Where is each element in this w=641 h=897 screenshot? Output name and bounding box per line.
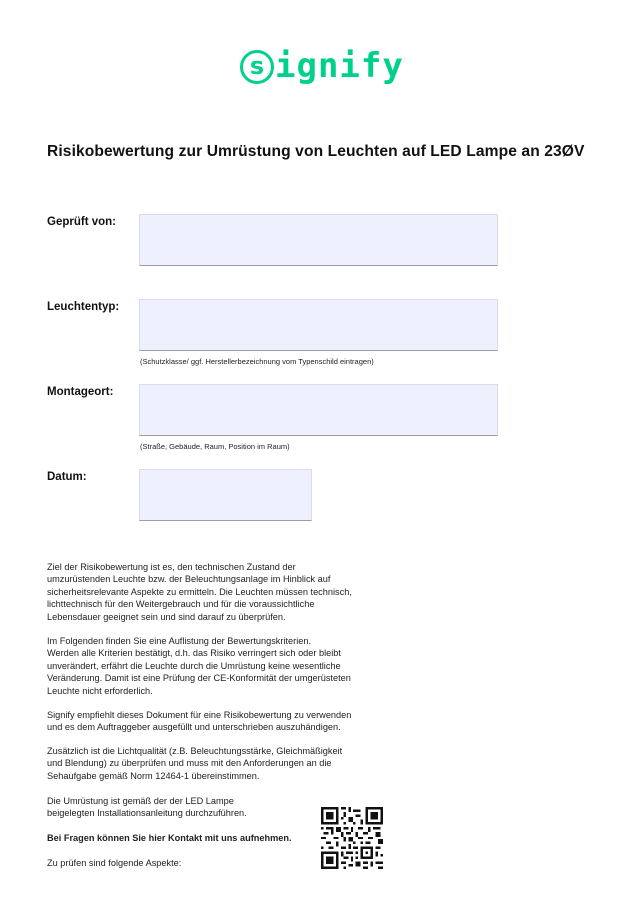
signify-logo	[240, 44, 404, 90]
criteria-paragraph: Im Folgenden finden Sie eine Auflistung der Bewertungskriterien. Werden alle Kriterien bestätigt, d.h. das Risiko verringert sich oder bleibt unverändert, erfährt die Leuchte durch die Umrüstung keine wesentliche Veränderung. Damit ist eine Prüfung der CE-Konformität der umgerüsteten Leuchte nicht erforderlich.	[47, 636, 351, 696]
qr-code-icon[interactable]	[321, 807, 383, 869]
luminaire-type-hint: (Schutzklasse/ ggf. Herstellerbezeichnung vom Typenschild eintragen)	[140, 357, 374, 366]
luminaire-type-field[interactable]	[139, 299, 498, 351]
luminaire-type-label: Leuchtentyp:	[47, 301, 120, 313]
light-quality-paragraph: Zusätzlich ist die Lichtqualität (z.B. Beleuchtungsstärke, Gleichmäßigkeit und Blendung) zu überprüfen und muss mit den Anforderungen an die Sehaufgabe gemäß Norm 12464-1 übereinstimmen.	[47, 746, 343, 781]
checked-by-label: Geprüft von:	[47, 216, 116, 228]
recommendation-paragraph: Signify empfiehlt dieses Dokument für eine Risikobewertung zu verwenden und es dem Auftraggeber ausgefüllt und unterschrieben auszuhändigen.	[47, 710, 352, 733]
page-title: Risikobewertung zur Umrüstung von Leuchten auf LED Lampe an 23ØV	[47, 143, 585, 160]
date-label: Datum:	[47, 471, 87, 483]
mounting-location-hint: (Straße, Gebäude, Raum, Position im Raum)	[140, 442, 290, 451]
logo-s-circle: s	[240, 50, 274, 84]
aspects-paragraph: Zu prüfen sind folgende Aspekte:	[47, 858, 182, 868]
installation-paragraph: Die Umrüstung ist gemäß der der LED Lampe beigelegten Installationsanleitung durchzuführen.	[47, 796, 247, 819]
logo-text: ignify	[275, 46, 404, 86]
date-field[interactable]	[139, 469, 312, 521]
mounting-location-field[interactable]	[139, 384, 498, 436]
checked-by-field[interactable]	[139, 214, 498, 266]
intro-paragraph: Ziel der Risikobewertung ist es, den technischen Zustand der umzurüstenden Leuchte bzw. der Beleuchtungsanlage im Hinblick auf sicherheitsrelevante Aspekte zu ermitteln. Die Leuchten müssen technisch, lichttechnisch für den Weitergebrauch und für die voraussichtliche Lebensdauer geeignet sein und sind darauf zu überprüfen.	[47, 562, 352, 622]
mounting-location-label: Montageort:	[47, 386, 114, 398]
contact-paragraph: Bei Fragen können Sie hier Kontakt mit uns aufnehmen.	[47, 833, 292, 843]
